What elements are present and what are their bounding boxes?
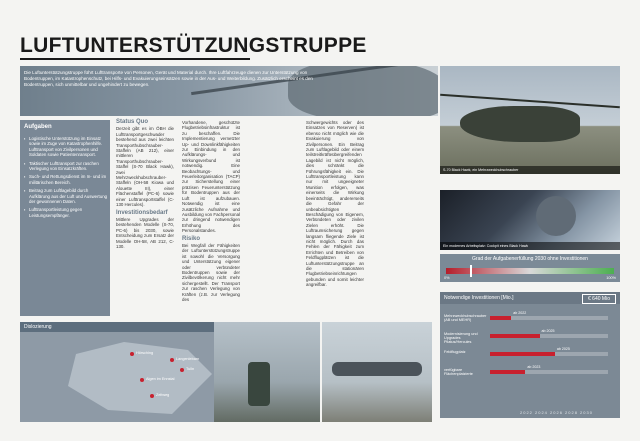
crew-figure bbox=[248, 362, 270, 406]
blackhawk-photo bbox=[440, 66, 620, 174]
investment-row-label: Feldflugplatz bbox=[444, 350, 466, 354]
investment-bar bbox=[490, 352, 555, 356]
text-column bbox=[182, 120, 240, 305]
map-label: Aigen im Ennstal bbox=[146, 377, 175, 381]
investment-row-label: Mehrzweckhubschrauber (AB und MEHR) bbox=[444, 314, 487, 322]
paragraph: Schwergewichts oder des Einsatzes von Reserven) ist ebenso nicht möglich wie die Evakuierung von Zivilpersonen. Ein Beitrag zum Luftlagebild oder einem teilstreitkräfteübergreifenden Lagebild ist nicht möglich, dies schränkt die Führungsfähigkeit ein. Die Lufttransportleistung kann nur mit ungeeigneter Munition erfolgen, was einerseits die Wirkung beeinträchtigt, andererseits die Gefahr der unbeabsichtigten Beschädigung von Eigenem, Verbündeten oder zivilen Zielen erhöht. Die Luftraumsicherung gegen langsam fliegende Ziele ist nicht möglich. Durch das Fehlen der Fähigkeit zum Errichten und Betreiben von Feldflugplätzen ist die Luftunterstützungstruppe an die stationären Flugbetriebseinrichtungen gebunden und somit leichter angreifbar. bbox=[306, 120, 364, 288]
investment-total: € 640 Mio bbox=[582, 294, 616, 304]
investment-value: ab 2025 bbox=[541, 329, 555, 333]
investment-bar bbox=[490, 316, 511, 320]
investment-value: ab 2023 bbox=[527, 365, 541, 369]
investment-panel bbox=[440, 292, 620, 418]
map-pin bbox=[140, 378, 144, 382]
investment-heading: Notwendige Investitionen [Mio.] bbox=[440, 292, 620, 304]
investment-value: ab 2025 bbox=[556, 347, 570, 351]
capability-gauge bbox=[440, 254, 620, 282]
section-heading: Risiko bbox=[182, 235, 201, 242]
ground-crew-photo bbox=[214, 322, 320, 422]
gauge-min: 0% bbox=[444, 276, 450, 280]
photo-caption: S-70 Black Hawk, ein Mehrzweckhubschrauber bbox=[440, 166, 620, 174]
map-label: Langenlebarn bbox=[176, 357, 200, 361]
map-pin bbox=[180, 368, 184, 372]
paragraph: Mittlere Upgrades der bestehenden Modelle (S-70, PC-6) bis 2030, sowie Entscheidung zum Ersatz der Modelle OH-58, AB 212, C-130. bbox=[116, 216, 174, 249]
aircraft-body bbox=[332, 362, 422, 376]
list-item: ▪ Logistische Unterstützung im Einsatz sowie im Zuge von Katastrophenhilfe. Lufttransport von Zivilpersonen und Soldaten sowie Patientenransport. bbox=[24, 136, 108, 158]
tasks-box bbox=[20, 120, 110, 316]
helicopter-body bbox=[460, 106, 580, 142]
gauge-max: 100% bbox=[606, 276, 616, 280]
text-column bbox=[306, 120, 364, 291]
investment-value: ab 2022 bbox=[513, 311, 527, 315]
map-heading: Dislozierung bbox=[20, 322, 320, 332]
paragraph: Bei Wegfall der Fähigkeiten der Luftunterstützungstruppe ist sowohl die Versorgung und Unterstützung eigener oder verbündeter Bodentruppen sowie der Zivilbevölkerung nicht mehr sichergestellt. Der Transport zur raschen Verlegung von Kräften (z.B. zur Verlegung des bbox=[182, 242, 240, 302]
map-label: Hörsching bbox=[136, 351, 154, 355]
map-pin bbox=[130, 352, 134, 356]
gauge-marker bbox=[470, 265, 472, 277]
investment-bar bbox=[490, 334, 540, 338]
photo-caption: Ein modernes Arbeitsplatz: Cockpit eines Black Hawk bbox=[440, 242, 620, 250]
pilot-helmet bbox=[536, 196, 576, 236]
aircraft-photo bbox=[322, 322, 432, 422]
cockpit-photo bbox=[440, 190, 620, 250]
map-label: Tulln bbox=[186, 367, 195, 371]
map-label: Zeltweg bbox=[156, 393, 170, 397]
title-underline bbox=[20, 58, 250, 60]
list-item: ▪ Taktischer Lufttransport zur raschen Verlegung von Einsatzkräften. bbox=[24, 161, 108, 172]
tasks-heading: Aufgaben bbox=[24, 124, 52, 130]
list-item: ▪ Such- und Rettungsdienst im In- und im militärischen Bereich. bbox=[24, 174, 108, 185]
list-item: ▪ Beitrag zum Luftlagebild durch Aufklärung aus der Luft und Auswertung der gewonnenen Daten. bbox=[24, 188, 108, 204]
list-item: ▪ Lufttransportleistung gegen Leistungsempfänger. bbox=[24, 207, 108, 218]
tasks-list bbox=[24, 136, 108, 221]
map-pin bbox=[150, 394, 154, 398]
paragraph: Derzeit gibt es im ÖBH die Lufttransportgeschwader bestehend aus zwei leichten Transporthubschrauber-Staffeln (AB 212), einer mittleren Transporthubschrauber-Staffel (S-70 Black Hawk), zwei Mehrzweckhubschrauber-Staffeln (OH-58 Kiowa und Alouette III), einer Flächenstaffel (PC-6) sowie einer Lufttransportstaffel (C-130 Hercules). bbox=[116, 126, 174, 208]
hero-photo bbox=[20, 66, 438, 116]
section-heading: Investitionsbedarf bbox=[116, 209, 168, 216]
paragraph: Vorhandene, geschützte Flugbetriebsinfrastruktur ist zu beschaffen. Die Implementierung vernetzter Up- und Downlinkfähigkeiten zur Einbindung in den Aufklärungs- und Wirkungsverbund ist notwendig. Eine Beobachtungs- und Feuerleitorganisation (TACP) zur Sicherstellung einer präzisen Feuerunterstützung für Bodentruppen aus der Luft ist aufzubauen. Notwendig ist eine zusätzliche Aufnahme und Ausbildung von Fachpersonal zur dringend notwendigen Erhöhung des Personalstandes. bbox=[182, 120, 240, 234]
status-column bbox=[116, 120, 174, 252]
map-pin bbox=[170, 358, 174, 362]
investment-row-label: verfügbare Flächenplatzierte bbox=[444, 368, 473, 376]
page-title: LUFTUNTERSTÜTZUNGSTRUPPE bbox=[20, 34, 367, 57]
gauge-label: Grad der Aufgabenerfüllung 2030 ohne Investitionen bbox=[472, 256, 588, 262]
year-axis: 2022 2024 2026 2028 2030 bbox=[520, 410, 593, 415]
investment-bar bbox=[490, 370, 525, 374]
section-heading: Status Quo bbox=[116, 119, 149, 125]
investment-row-label: Modernisierung und Upgrades Pilatus/Hercules bbox=[444, 332, 478, 344]
intro-text: Die Luftunterstützungstruppe führt Lufttransporte von Personen, Gerät und Material durch. Ihre Luftfahrzeuge dienen zur Unterstützung von Bodentruppen, im Katastrophenschutz, bei Hilfs- und Evakuierungseinsätzen sowie in der Aus- und Weiterbildung. Zusätzlich erscheint es den Bodentruppen, sich unmittelbar und ungehindert zu bewegen. bbox=[24, 70, 313, 87]
